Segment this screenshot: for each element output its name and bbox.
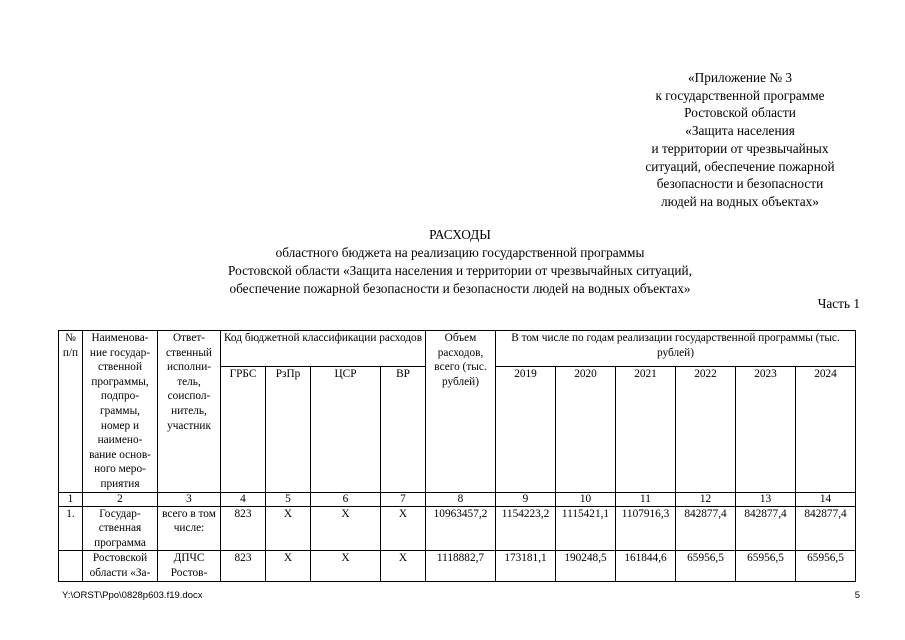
- appendix-line: людей на водных объектах»: [661, 193, 819, 209]
- header-responsible: Ответ-ственный исполни-тель, соиспол-нитель, участник: [158, 331, 221, 493]
- row-year-value: 173181,1: [496, 551, 556, 581]
- appendix-line: Ростовской области: [684, 105, 796, 121]
- appendix-line: ситуаций, обеспечение пожарной: [645, 158, 835, 174]
- header-grbs: ГРБС: [221, 367, 266, 492]
- title-subline: Ростовской области «Защита населения и территории от чрезвычайных ситуаций,: [228, 263, 692, 278]
- column-number: 14: [796, 492, 856, 506]
- row-year-value: 842877,4: [736, 506, 796, 551]
- column-number: 7: [381, 492, 426, 506]
- row-year-value: 1154223,2: [496, 506, 556, 551]
- header-rzpr: РзПр: [266, 367, 311, 492]
- document-title: [150, 226, 770, 298]
- title-subline: областного бюджета на реализацию государственной программы: [275, 245, 645, 260]
- row-grbs: 823: [221, 506, 266, 551]
- row-name: Государ-ственная программа: [83, 506, 158, 551]
- appendix-line: «Защита населения: [685, 123, 795, 139]
- row-num: [59, 551, 83, 581]
- row-num: 1.: [59, 506, 83, 551]
- row-name: Ростовской области «За-: [83, 551, 158, 581]
- row-responsible: всего в том числе:: [158, 506, 221, 551]
- header-name: Наименова-ние государ-ственной программы, подпро-граммы, номер и наимено-вание основ-ного меро-приятия: [83, 331, 158, 493]
- row-year-value: 1115421,1: [556, 506, 616, 551]
- row-year-value: 1107916,3: [616, 506, 676, 551]
- row-responsible: ДПЧС Ростов-: [158, 551, 221, 581]
- column-number-row: [59, 492, 856, 506]
- header-total: Объем расходов, всего (тыс. рублей): [426, 331, 496, 493]
- row-year-value: 190248,5: [556, 551, 616, 581]
- row-year-value: 842877,4: [796, 506, 856, 551]
- row-vr: Х: [381, 506, 426, 551]
- header-csr: ЦСР: [311, 367, 381, 492]
- header-budget-code: Код бюджетной классификации расходов: [221, 331, 426, 367]
- row-vr: Х: [381, 551, 426, 581]
- column-number: 3: [158, 492, 221, 506]
- row-total: 10963457,2: [426, 506, 496, 551]
- row-year-value: 65956,5: [736, 551, 796, 581]
- column-number: 10: [556, 492, 616, 506]
- header-year: 2024: [796, 367, 856, 492]
- column-number: 9: [496, 492, 556, 506]
- appendix-line: к государственной программе: [655, 87, 825, 103]
- page-number: 5: [854, 590, 860, 601]
- row-rzpr: Х: [266, 551, 311, 581]
- row-year-value: 161844,6: [616, 551, 676, 581]
- row-rzpr: Х: [266, 506, 311, 551]
- appendix-line: безопасности и безопасности: [656, 176, 824, 192]
- appendix-line: и территории от чрезвычайных: [651, 140, 829, 156]
- appendix-line: «Приложение № 3: [688, 70, 792, 85]
- header-year: 2023: [736, 367, 796, 492]
- row-total: 1118882,7: [426, 551, 496, 581]
- table-row: [59, 506, 856, 551]
- header-num: № п/п: [59, 331, 83, 493]
- part-label: Часть 1: [817, 296, 860, 311]
- column-number: 5: [266, 492, 311, 506]
- column-number: 13: [736, 492, 796, 506]
- column-number: 12: [676, 492, 736, 506]
- header-year: 2021: [616, 367, 676, 492]
- column-number: 1: [59, 492, 83, 506]
- column-number: 11: [616, 492, 676, 506]
- column-number: 8: [426, 492, 496, 506]
- header-year: 2020: [556, 367, 616, 492]
- row-year-value: 65956,5: [676, 551, 736, 581]
- appendix-header: [600, 69, 880, 211]
- expenses-table: [58, 330, 856, 582]
- header-years-group: В том числе по годам реализации государственной программы (тыс. рублей): [496, 331, 856, 367]
- header-year: 2019: [496, 367, 556, 492]
- table-row: [59, 551, 856, 581]
- footer-file-path: Y:\ORST\Ppo\0828p603.f19.docx: [62, 590, 203, 601]
- column-number: 4: [221, 492, 266, 506]
- title-main: РАСХОДЫ: [429, 227, 491, 242]
- row-year-value: 842877,4: [676, 506, 736, 551]
- row-grbs: 823: [221, 551, 266, 581]
- row-csr: Х: [311, 506, 381, 551]
- header-row: [59, 331, 856, 367]
- column-number: 6: [311, 492, 381, 506]
- row-csr: Х: [311, 551, 381, 581]
- header-vr: ВР: [381, 367, 426, 492]
- row-year-value: 65956,5: [796, 551, 856, 581]
- header-year: 2022: [676, 367, 736, 492]
- column-number: 2: [83, 492, 158, 506]
- title-subline: обеспечение пожарной безопасности и безопасности людей на водных объектах»: [229, 281, 691, 296]
